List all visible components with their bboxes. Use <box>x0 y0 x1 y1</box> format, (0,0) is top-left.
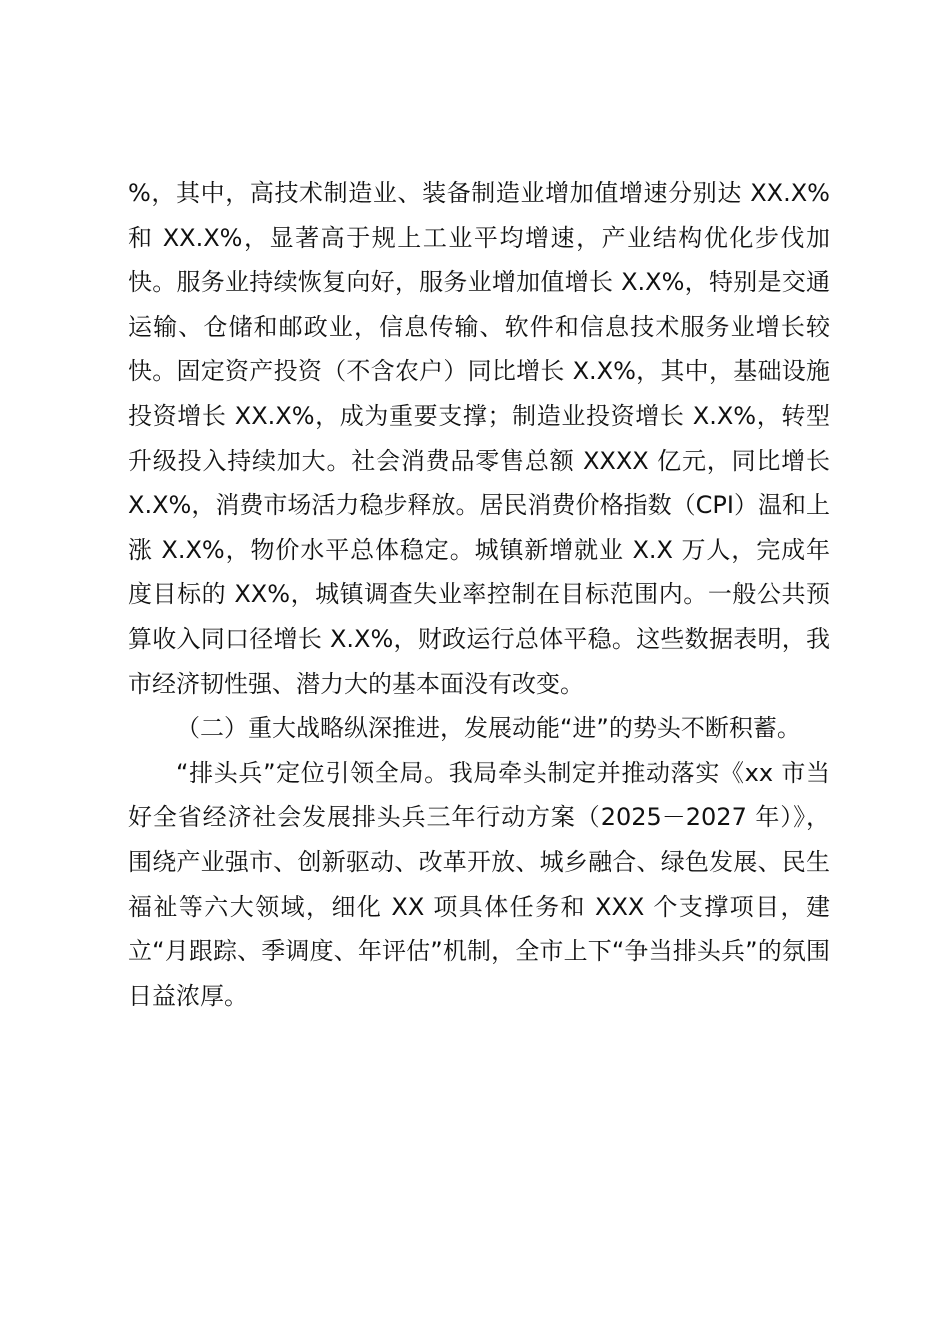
document-body <box>128 171 830 1018</box>
paragraph-economy-data: %，其中，高技术制造业、装备制造业增加值增速分别达 XX.X%和 XX.X%，显著高于规上工业平均增速，产业结构优化步伐加快。服务业持续恢复向好，服务业增加值增长 X.X%，特别是交通运输、仓储和邮政业，信息传输、软件和信息技术服务业增长较快。固定资产投资（不含农户）同比增长 X.X%，其中，基础设施投资增长 XX.X%，成为重要支撑；制造业投资增长 X.X%，转型升级投入持续加大。社会消费品零售总额 XXXX 亿元，同比增长 X.X%，消费市场活力稳步释放。居民消费价格指数（CPI）温和上涨 X.X%，物价水平总体稳定。城镇新增就业 X.X 万人，完成年度目标的 XX%，城镇调查失业率控制在目标范围内。一般公共预算收入同口径增长 X.X%，财政运行总体平稳。这些数据表明，我市经济韧性强、潜力大的基本面没有改变。 <box>128 179 830 698</box>
section-heading: （二）重大战略纵深推进，发展动能“进”的势头不断积蓄。 <box>176 714 801 743</box>
paragraph-pioneer-positioning: “排头兵”定位引领全局。我局牵头制定并推动落实《xx 市当好全省经济社会发展排头兵三年行动方案（2025－2027 年）》，围绕产业强市、创新驱动、改革开放、城乡融合、绿色发展、民生福祉等六大领域，细化 XX 项具体任务和 XXX 个支撑项目，建立“月跟踪、季调度、年评估”机制，全市上下“争当排头兵”的氛围日益浓厚。 <box>128 758 830 1010</box>
